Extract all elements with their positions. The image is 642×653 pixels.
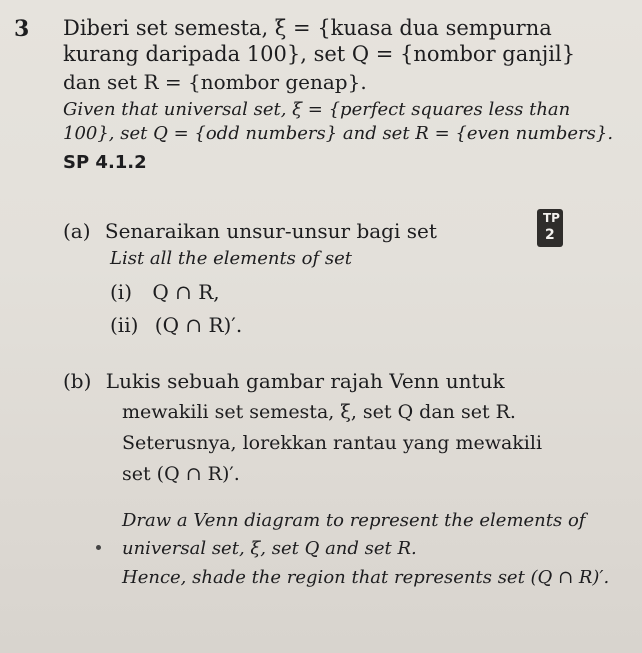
item-ii-label: (ii)	[110, 313, 139, 337]
english-intro-line-1: Given that universal set, ξ = {perfect squares less than	[63, 99, 571, 120]
part-b-malay-line-1: Lukis sebuah gambar rajah Venn untuk	[105, 369, 505, 393]
part-a-english: List all the elements of set	[110, 248, 352, 269]
part-a	[63, 219, 437, 243]
part-b-english-line-2: universal set, ξ, set Q and set R.	[122, 538, 417, 559]
part-b-malay-line-3: Seterusnya, lorekkan rantau yang mewakili	[122, 432, 543, 454]
part-b-label: (b)	[63, 369, 92, 393]
question-number: 3	[14, 16, 30, 42]
badge-tp: TP	[543, 211, 560, 225]
sp-code: SP 4.1.2	[63, 152, 147, 173]
part-b	[63, 369, 505, 393]
part-a-item-i	[110, 280, 220, 304]
item-ii-text: (Q ∩ R)′.	[154, 313, 243, 337]
tp-level-badge	[537, 209, 563, 247]
part-b-malay-line-4: set (Q ∩ R)′.	[122, 463, 240, 485]
badge-level: 2	[545, 227, 555, 243]
part-a-item-ii	[110, 313, 242, 337]
part-b-english-line-3: Hence, shade the region that represents set (Q ∩ R)′.	[122, 567, 610, 588]
malay-intro-line-1: Diberi set semesta, ξ = {kuasa dua sempurna	[63, 16, 552, 40]
item-i-text: Q ∩ R,	[152, 280, 220, 304]
part-b-english-line-1: Draw a Venn diagram to represent the elements of	[122, 510, 586, 531]
part-a-label: (a)	[63, 219, 91, 243]
item-i-label: (i)	[110, 280, 133, 304]
part-a-malay: Senaraikan unsur-unsur bagi set	[104, 219, 437, 243]
part-b-malay-line-2: mewakili set semesta, ξ, set Q dan set R.	[122, 401, 516, 423]
malay-intro-line-3: dan set R = {nombor genap}.	[63, 70, 367, 94]
english-intro-line-2: 100}, set Q = {odd numbers} and set R = {even numbers}.	[63, 123, 614, 144]
margin-dot	[96, 545, 101, 550]
malay-intro-line-2: kurang daripada 100}, set Q = {nombor ganjil}	[63, 42, 576, 66]
